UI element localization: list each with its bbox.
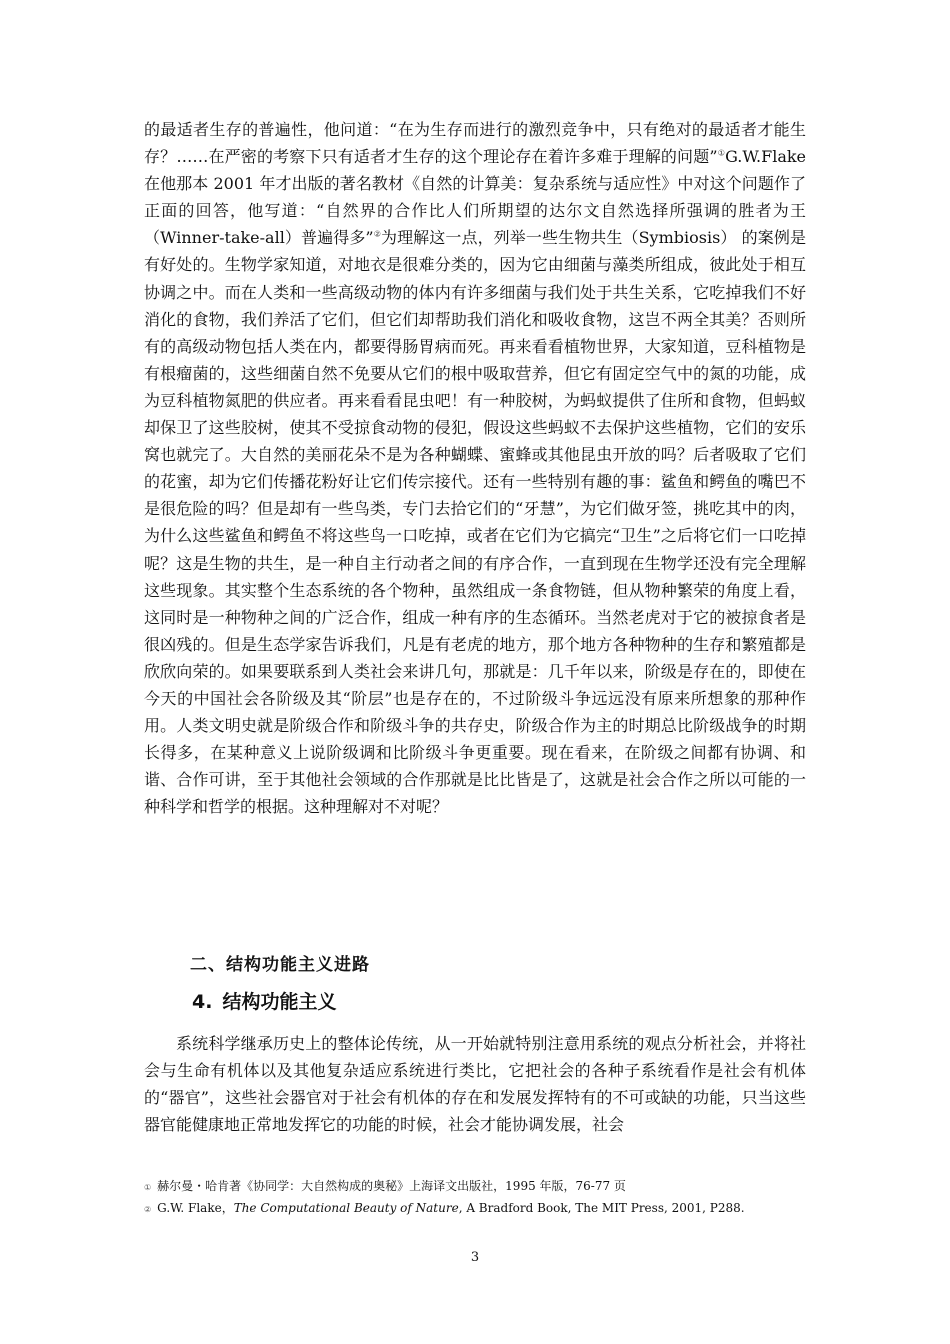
footnote-mark: ② bbox=[144, 1205, 152, 1214]
footnote-reference-1[interactable]: ① bbox=[717, 148, 726, 158]
page-number: 3 bbox=[470, 1250, 480, 1265]
paragraph-text-segment: G.W.Flake在他那本 2001 年才出版的著名教材《自然的计算美：复杂系统与适应性》中对这个问题作了正面的回答，他写道：“自然界的合作比人们所期望的达尔文自然选择所强调的胜者为王（Winner-take-all）普遍得多” bbox=[144, 147, 807, 248]
subsection-number: 4. bbox=[192, 991, 213, 1013]
footnote-reference-2[interactable]: ② bbox=[373, 230, 381, 240]
paragraph-symbiosis bbox=[144, 116, 806, 820]
section-heading: 二、结构功能主义进路 bbox=[190, 955, 370, 975]
footnote-book-title: The Computational Beauty of Nature bbox=[233, 1201, 459, 1215]
footnote-1 bbox=[144, 1176, 806, 1198]
paragraph-structural-functionalism: 系统科学继承历史上的整体论传统，从一开始就特别注意用系统的观点分析社会，并将社会与生命有机体以及其他复杂适应系统进行类比，它把社会的各种子系统看作是社会有机体的“器官”，这些社会器官对于社会有机体的存在和发展发挥特有的不可或缺的功能，只当这些器官能健康地正常地发挥它的功能的时候，社会才能协调发展，社会 bbox=[144, 1034, 806, 1135]
footnote-mark: ① bbox=[144, 1183, 152, 1192]
footnote-2 bbox=[144, 1198, 806, 1220]
footnote-author: G.W. Flake， bbox=[157, 1201, 234, 1215]
footnote-text: 赫尔曼・哈肯著《协同学：大自然构成的奥秘》上海译文出版社，1995 年版，76-77 页 bbox=[157, 1179, 626, 1193]
paragraph-text-segment: 的最适者生存的普遍性，他问道：“在为生存而进行的激烈竞争中，只有绝对的最适者才能生存？……在严密的考察下只有适者才生存的这个理论存在着许多难于理解的问题” bbox=[144, 120, 806, 167]
footnotes bbox=[144, 1176, 806, 1220]
subsection-title: 结构功能主义 bbox=[222, 991, 337, 1013]
subsection-heading bbox=[192, 987, 336, 1014]
footnote-publisher: , A Bradford Book, The MIT Press, 2001, P288. bbox=[458, 1201, 745, 1215]
paragraph-text-segment: 为理解这一点，列举一些生物共生（Symbiosis） 的案例是有好处的。生物学家知道，对地衣是很难分类的，因为它由细菌与藻类所组成，彼此处于相互协调之中。而在人类和一些高级动物的体内有许多细菌与我们处于共生关系，它吃掉我们不好消化的食物，我们养活了它们，但它们却帮助我们消化和吸收食物，这岂不两全其美？否则所有的高级动物包括人类在内，都要得肠胃病而死。再来看看植物世界，大家知道，豆科植物是有根瘤菌的，这些细菌自然不免要从它们的根中吸取营养，但它有固定空气中的氮的功能，成为豆科植物氮肥的供应者。再来看看昆虫吧！有一种胶树，为蚂蚁提供了住所和食物，但蚂蚁却保卫了这些胶树，使其不受掠食动物的侵犯，假设这些蚂蚁不去保护这些植物，它们的安乐窝也就完了。大自然的美丽花朵不是为各种蝴蝶、蜜蜂或其他昆虫开放的吗？后者吸取了它们的花蜜，却为它们传播花粉好让它们传宗接代。还有一些特别有趣的事：鲨鱼和鳄鱼的嘴巴不是很危险的吗？但是却有一些鸟类，专门去拾它们的“牙慧”，为它们做牙签，挑吃其中的肉，为什么这些鲨鱼和鳄鱼不将这些鸟一口吃掉，或者在它们为它搞完“卫生”之后将它们一口吃掉呢？这是生物的共生，是一种自主行动者之间的有序合作，一直到现在生物学还没有完全理解这些现象。其实整个生态系统的各个物种，虽然组成一条食物链，但从物种繁荣的角度上看，这同时是一种物种之间的广泛合作，组成一种有序的生态循环。当然老虎对于它的被掠食者是很凶残的。但是生态学家告诉我们，凡是有老虎的地方，那个地方各种物种的生存和繁殖都是欣欣向荣的。如果要联系到人类社会来讲几句，那就是：几千年以来，阶级是存在的，即使在今天的中国社会各阶级及其“阶层”也是存在的，不过阶级斗争远远没有原来所想象的那种作用。人类文明史就是阶级合作和阶级斗争的共存史，阶级合作为主的时期总比阶级战争的时期长得多，在某种意义上说阶级调和比阶级斗争更重要。现在看来，在阶级之间都有协调、和谐、合作可讲，至于其他社会领域的合作那就是比比皆是了，这就是社会合作之所以可能的一种科学和哲学的根据。这种理解对不对呢？ bbox=[144, 228, 806, 817]
body-paragraph bbox=[144, 116, 806, 820]
